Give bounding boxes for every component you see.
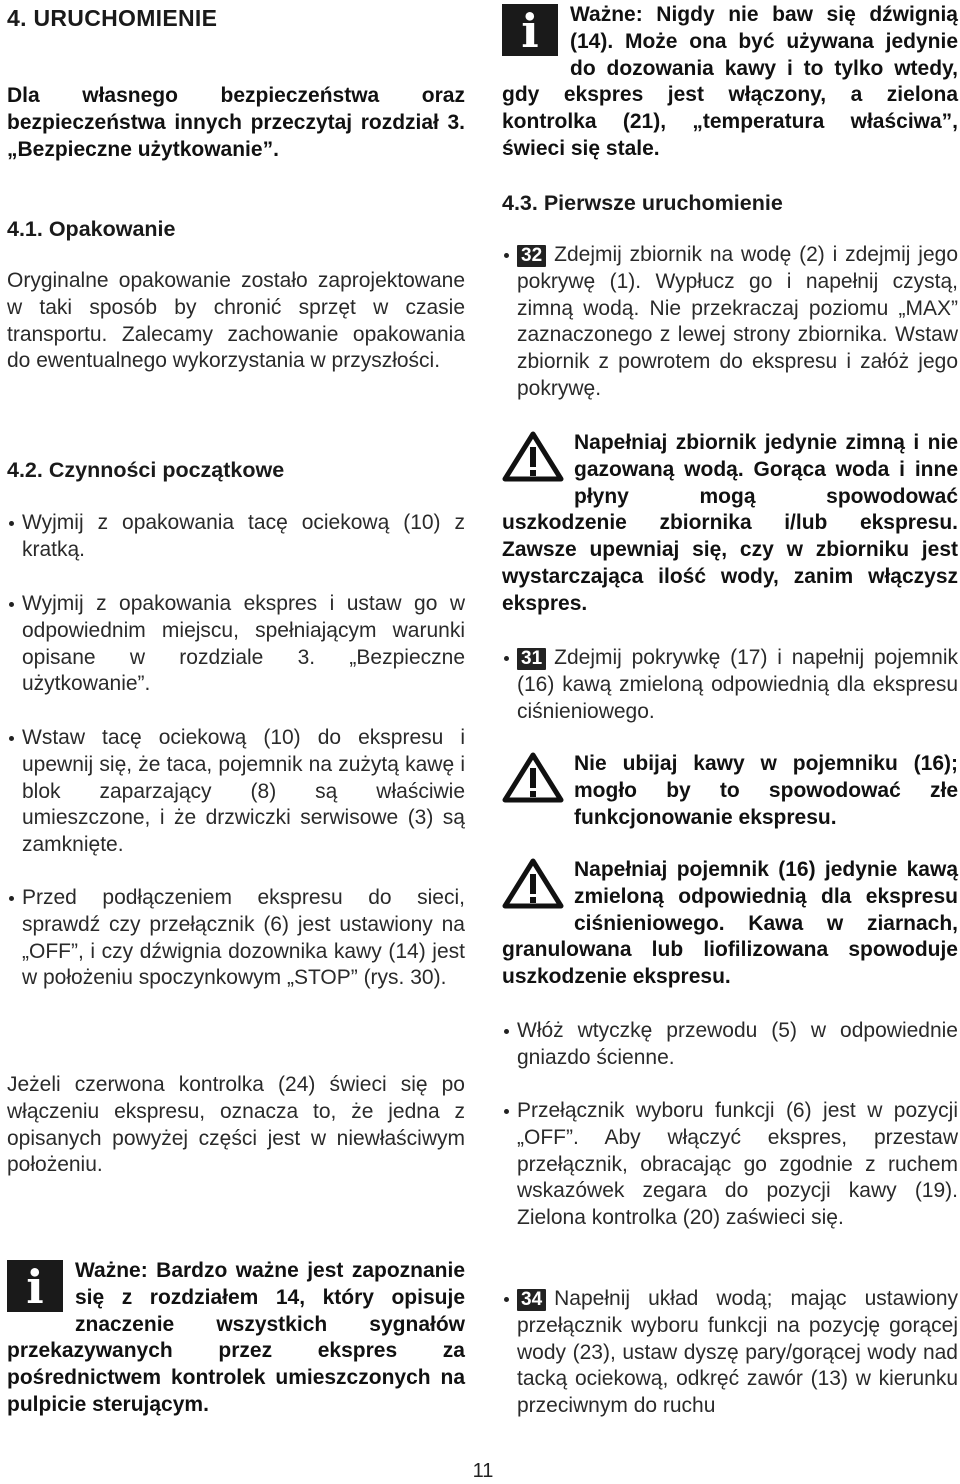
warning-triangle-icon — [502, 857, 564, 909]
warning-note — [502, 430, 958, 618]
section-4-1-title: 4.1. Opakowanie — [7, 217, 176, 241]
important-note-text: Ważne: Nigdy nie baw się dźwignią (14). Może ona być używana jedynie do dozowania kawy i to tylko wtedy, gdy ekspres jest włączony, a zielona kontrolka (21), „temperatura właściwa”, świeci się stale. — [502, 3, 958, 160]
list-item: Przełącznik wyboru funkcji (6) jest w pozycji „OFF”. Aby włączyć ekspres, przestaw przełącznik, obracając go zgodnie z ruchem wskazówek zegara do pozycji kawy (19). Zielona kontrolka (20) zaświeci się. — [502, 1098, 958, 1232]
warning-triangle-icon — [502, 430, 564, 482]
list-item: 34 Napełnij układ wodą; mając ustawiony przełącznik wyboru funkcji na pozycję gorącej wody (23), ustaw dyszę pary/gorącej wody nad tacką ociekową, odkręć zawór (13) w kierunku przeciwnym do ruchu — [502, 1286, 958, 1420]
figure-badge: 34 — [517, 1289, 546, 1311]
figure-badge: 31 — [517, 648, 546, 670]
info-icon: i — [7, 1260, 63, 1312]
bullet-icon — [504, 656, 509, 661]
list-item: Przed podłączeniem ekspresu do sieci, sprawdź czy przełącznik (6) jest ustawiony na „OFF”, i czy dźwignia dozownika kawy (14) jest w położeniu spoczynkowym „STOP” (rys. 30). — [7, 885, 465, 992]
figure-badge: 32 — [517, 245, 546, 267]
bullet-icon — [9, 896, 14, 901]
warning-text: Napełniaj zbiornik jedynie zimną i nie gazowaną wodą. Gorąca woda i inne płyny mogą spowodować uszkodzenie zbiornika i/lub ekspresu. Zawsze upewniaj się, czy w zbiorniku jest wystarczająca ilość wody, zanim włączysz ekspres. — [502, 431, 958, 615]
list-item: 32 Zdejmij zbiornik na wodę (2) i zdejmij jego pokrywę (1). Wypłucz go i napełnij czystą, zimną wodą. Nie przekraczaj poziomu „MAX” zaznaczonego z lewej strony zbiornika. Wstaw zbiornik z powrotem do ekspresu i załóż jego pokrywę. — [502, 242, 958, 403]
red-light-note: Jeżeli czerwona kontrolka (24) świeci się po włączeniu ekspresu, oznacza to, że jedna z opisanych powyżej części jest w niewłaściwym położeniu. — [7, 1073, 465, 1177]
bullet-icon — [504, 1109, 509, 1114]
bullet-icon — [9, 736, 14, 741]
section-4-3-title: 4.3. Pierwsze uruchomienie — [502, 191, 783, 215]
list-item: 31 Zdejmij pokrywkę (17) i napełnij pojemnik (16) kawą zmieloną odpowiednią dla ekspresu ciśnieniowego. — [502, 645, 958, 725]
warning-triangle-icon — [502, 751, 564, 803]
page-number: 11 — [472, 1460, 494, 1482]
chapter-heading: 4. URUCHOMIENIE — [7, 5, 218, 31]
important-note — [502, 2, 958, 163]
warning-text: Napełniaj pojemnik (16) jedynie kawą zmieloną odpowiednią dla ekspresu ciśnieniowego. Kawa w ziarnach, granulowana lub liofilizowana spowoduje uszkodzenie ekspresu. — [502, 858, 958, 989]
important-note-text: Ważne: Bardzo ważne jest zapoznanie się z rozdziałem 14, który opisuje znaczenie wszystkich sygnałów przekazywanych przez ekspres za pośrednictwem kontrolek umieszczonych na pulpicie sterującym. — [7, 1259, 465, 1416]
important-note — [7, 1258, 465, 1419]
warning-text: Nie ubijaj kawy w pojemniku (16); mogło by to spowodować złe funkcjonowanie ekspresu. — [574, 752, 958, 829]
warning-note — [502, 857, 958, 991]
list-item: Wyjmij z opakowania ekspres i ustaw go w odpowiednim miejscu, spełniającym warunki opisane w rozdziale 3. „Bezpieczne użytkowanie”. — [7, 591, 465, 698]
list-item: Wyjmij z opakowania tacę ociekową (10) z kratką. — [7, 510, 465, 564]
bullet-icon — [9, 602, 14, 607]
info-icon: i — [502, 4, 558, 56]
safety-intro: Dla własnego bezpieczeństwa oraz bezpieczeństwa innych przeczytaj rozdział 3. „Bezpieczne użytkowanie”. — [7, 84, 465, 161]
packaging-text: Oryginalne opakowanie zostało zaprojektowane w taki sposób by chronić sprzęt w czasie transportu. Zalecamy zachowanie opakowania do ewentualnego wykorzystania w przyszłości. — [7, 269, 465, 373]
bullet-icon — [504, 1029, 509, 1034]
warning-note — [502, 751, 958, 831]
bullet-icon — [9, 521, 14, 526]
bullet-icon — [504, 1297, 509, 1302]
section-4-2-title: 4.2. Czynności początkowe — [7, 458, 285, 482]
list-item: Włóż wtyczkę przewodu (5) w odpowiednie gniazdo ścienne. — [502, 1018, 958, 1072]
bullet-icon — [504, 253, 509, 258]
list-item: Wstaw tacę ociekową (10) do ekspresu i upewnij się, że taca, pojemnik na zużytą kawę i blok zaparzający (8) są właściwie umieszczone, i że drzwiczki serwisowe (3) są zamknięte. — [7, 725, 465, 859]
